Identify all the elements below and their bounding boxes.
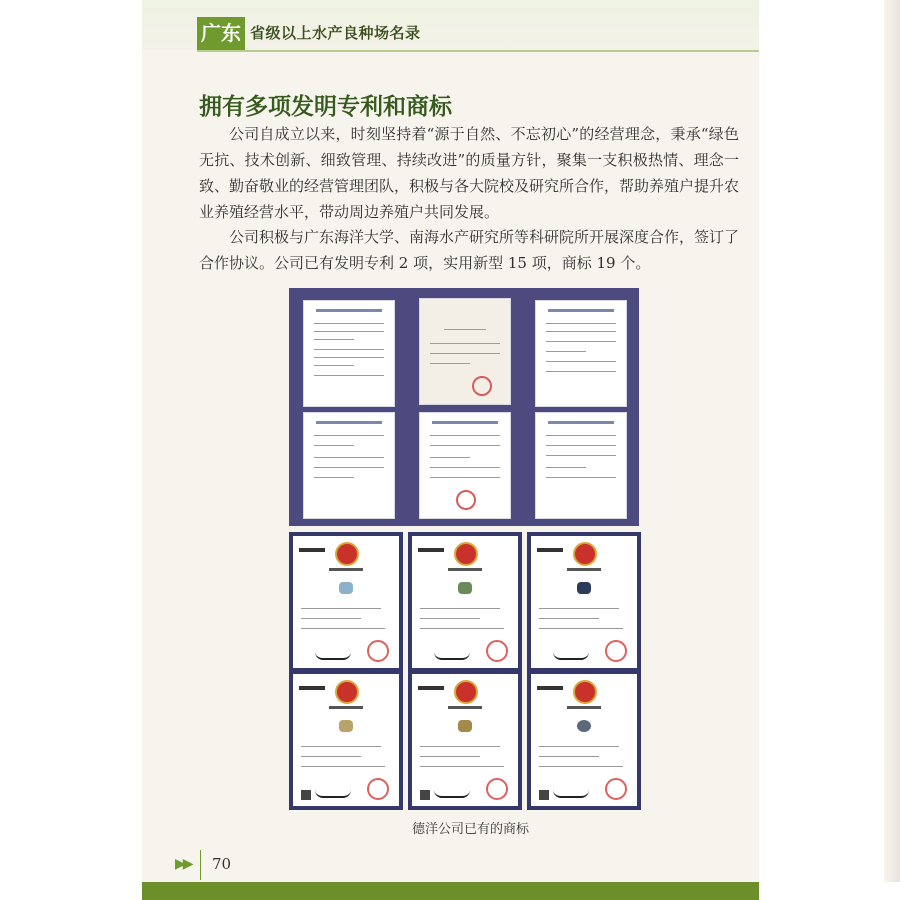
header-divider bbox=[197, 50, 759, 52]
national-emblem-icon bbox=[454, 542, 478, 566]
trademark-certificate bbox=[527, 670, 641, 810]
header-book-title: 省级以上水产良种场名录 bbox=[250, 24, 421, 42]
national-emblem-icon bbox=[335, 542, 359, 566]
page-spine-shadow bbox=[884, 0, 900, 882]
trademark-certificate bbox=[289, 532, 403, 672]
trademark-certificate bbox=[527, 532, 641, 672]
red-seal-icon bbox=[486, 640, 508, 662]
header-region-tag: 广东 bbox=[197, 17, 245, 50]
patent-certificate bbox=[419, 298, 511, 405]
red-seal-icon bbox=[367, 640, 389, 662]
page-arrow-icon: ▶▶ bbox=[175, 856, 191, 872]
body-paragraph-2: 公司积极与广东海洋大学、南海水产研究所等科研院所开展深度合作，签订了合作协议。公司已有发明专利 2 项，实用新型 15 项，商标 19 个。 bbox=[199, 228, 740, 272]
red-seal-icon bbox=[486, 778, 508, 800]
body-paragraph-1: 公司自成立以来，时刻坚持着“源于自然、不忘初心”的经营理念，秉承“绿色无抗、技术创新、细致管理、持续改进”的质量方针，聚集一支积极热情、理念一致、勤奋敬业的经营管理团队，积极与各大院校及研究所合作，帮助养殖户提升农业养殖经营水平，带动周边养殖户共同发展。 bbox=[199, 125, 740, 221]
patent-certificates-panel bbox=[289, 288, 639, 526]
trademark-certificate bbox=[408, 532, 522, 672]
section-heading: 拥有多项发明专利和商标 bbox=[199, 93, 452, 120]
page-number: 70 bbox=[212, 855, 232, 873]
footer-divider bbox=[200, 850, 201, 880]
figure-caption: 德洋公司已有的商标 bbox=[412, 822, 530, 837]
patent-certificate bbox=[303, 300, 395, 407]
footer-band bbox=[142, 882, 759, 900]
patent-certificate bbox=[535, 412, 627, 519]
red-seal-icon bbox=[605, 778, 627, 800]
patent-certificate bbox=[419, 412, 511, 519]
book-page bbox=[142, 0, 759, 900]
running-header bbox=[142, 0, 759, 50]
national-emblem-icon bbox=[454, 680, 478, 704]
trademark-certificate bbox=[289, 670, 403, 810]
red-seal-icon bbox=[367, 778, 389, 800]
red-seal-icon bbox=[605, 640, 627, 662]
patent-certificate bbox=[535, 300, 627, 407]
patent-certificate bbox=[303, 412, 395, 519]
trademark-certificate bbox=[408, 670, 522, 810]
national-emblem-icon bbox=[573, 542, 597, 566]
national-emblem-icon bbox=[335, 680, 359, 704]
national-emblem-icon bbox=[573, 680, 597, 704]
